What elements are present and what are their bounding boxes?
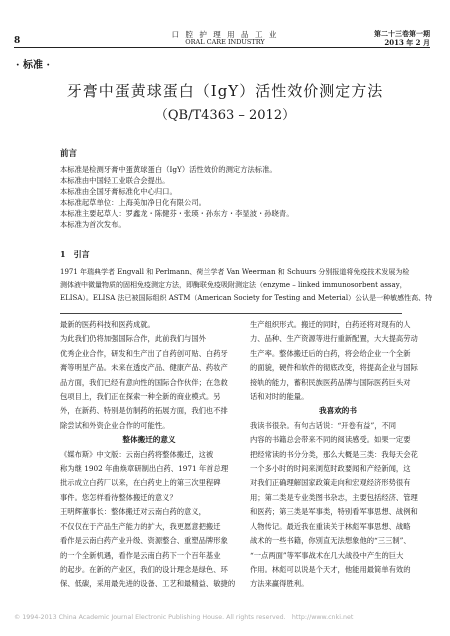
column-line: 内容的书籍总会带来不同的阅读感受。如果一定要 — [250, 435, 411, 445]
column-line: 对我们正确理解国家政策走向和宏观经济形势很有 — [250, 478, 411, 488]
column-line: 一个多小时的时间来浏览时政要闻和产经新闻，这 — [250, 464, 411, 474]
column-line: 除尝试和外资企业合作的可能性。 — [60, 420, 170, 430]
foreword-heading: 前言 — [60, 149, 78, 159]
foreword-line: 本标准由中国轻工业联合会提出。 — [60, 176, 170, 185]
section-divider — [60, 313, 402, 314]
foreword-line: 本标准起草单位：上海美加净日化有限公司。 — [60, 198, 206, 207]
article-subtitle: （QB/T4363 – 2012） — [154, 108, 296, 123]
column-line: 用；第二类是专业类图书杂志，主要包括经济、管理 — [250, 492, 418, 502]
column-line: 方法来赢得胜利。 — [250, 579, 309, 589]
intro-body — [60, 266, 433, 305]
column-line: 优秀企业合作，研发和生产出了自药创可贴、白药牙 — [60, 348, 228, 358]
column-line: 人物传记。最近我在重读关于林彪军事思想、战略 — [250, 521, 411, 531]
column-line: 把经常读的书分分类，那么大概是三类：我每天会花 — [250, 449, 418, 459]
column-line: 外，在新药、特别是仿制药的拓展方面，我们也不排 — [60, 406, 228, 416]
column-line: “一点两面”等军事战术在几大战役中产生的巨大 — [250, 550, 404, 560]
column-line: 《媒布斯》中文版：云南白药将整体搬迁，这被 — [60, 449, 214, 459]
column-line: 为此我们仍将加强国际合作，此前我们与国外 — [60, 334, 206, 344]
intro-line: 测体液中微量物质的固相免疫测定方法，即酶联免疫吸附测定法（enzyme – linked immunosorbent assay， — [60, 281, 407, 289]
column-line: 王明辉董事长：整体搬迁对云南白药的意义， — [60, 507, 206, 517]
column-line: 生产率。整体搬迁后的白药，将会给企业一个全新 — [250, 348, 411, 358]
column-line: 战术的一些书籍，你別直无法想象他的“三三制”、 — [250, 536, 411, 546]
column-line: 的面貌，硬件和软件的彻底改变，将提高企业与国际 — [250, 363, 418, 373]
column-subheading: 整体搬迁的意义 — [122, 435, 176, 445]
intro-line: ELISA）。ELISA 法已被国际组织 ASTM（American Society for Testing and Meterial）公认是一种敏感性高、特 — [60, 294, 433, 302]
foreword-line: 本标准由全国牙膏标准化中心归口。 — [60, 187, 177, 196]
column-line: 力、品种、生产资源等进行重新配置，大大提高劳动 — [250, 334, 418, 344]
header-rule — [14, 47, 430, 48]
column-line: 最新的医药科技和医药成就。 — [60, 320, 155, 329]
section-label: · 标准 · — [16, 60, 50, 71]
column-line: 话和对时的能量。 — [250, 392, 309, 402]
column-line: 的起步。在新的产业区，我们的设计理念是绿色、环 — [60, 564, 228, 574]
foreword-line: 本标准是检测牙膏中蛋黄球蛋白（IgY）活性效价的测定方法标准。 — [60, 165, 277, 174]
column-line: 包项目上，我们正在探索一种全新的商业模式。另 — [60, 392, 221, 402]
volume-issue: 第二十三卷第一期 — [374, 29, 430, 38]
left-column — [60, 318, 238, 592]
intro-line: 1971 年瑞典学者 Engvall 和 Perlmann、荷兰学者 Van Weerman 和 Schuurs 分别报道将免疫技术发展为检 — [60, 268, 410, 276]
right-column — [250, 318, 426, 592]
column-line: 膏等明星产品。未来在透皮产品、健康产品、药妆产 — [60, 363, 228, 373]
column-line: 我读书很杂。有句古话说：“开卷有益”，不同 — [250, 420, 397, 430]
column-subheading: 我喜欢的书 — [319, 406, 357, 416]
issue-date: 2013 年 2 月 — [384, 38, 430, 47]
column-line: 品方面，我们已经有意向性的国际合作伙伴；在急救 — [60, 377, 228, 387]
column-line: 称为继 1902 年曲焕章研制出白药、1971 年首总理 — [60, 464, 229, 474]
journal-title-cn: 口 腔 护 理 用 品 工 业 — [171, 30, 279, 39]
article-title: 牙膏中蛋黄球蛋白（IgY）活性效价测定方法 — [66, 82, 384, 100]
foreword-body — [60, 164, 294, 230]
intro-heading: 1 引言 — [60, 249, 90, 259]
journal-title-en: ORAL CARE INDUSTRY — [185, 38, 265, 46]
column-line: 批示成立白药厂以来，在白药史上的第三次里程碑 — [60, 478, 221, 488]
column-line: 不仅仅在于产品生产能力的扩大，我更愿意把搬迁 — [60, 521, 221, 531]
column-line: 接轨的能力，蓄积民族医药品牌与国际医药巨头对 — [250, 377, 411, 387]
page-number: 8 — [14, 36, 21, 46]
column-line: 生产组织形式。搬迁的同时，白药还将对现有的人 — [250, 320, 411, 329]
column-line: 事件。您怎样看待整体搬迁的意义？ — [60, 492, 177, 502]
column-line: 看作是云南白药产业升级、资源整合、重塑品牌形象 — [60, 536, 228, 546]
page-header — [0, 0, 450, 46]
foreword-line: 本标准主要起草人：罗鑫龙・陈健芬・张瑛・孙东方・李显波・孙晓青。 — [60, 209, 294, 218]
column-line: 和医药；第三类是军事类，特别看军事思想、战例和 — [250, 507, 418, 517]
copyright-footer: © 1994-2013 China Academic Journal Electronic Publishing House. All rights reserved. http://www.cnki.net — [14, 614, 354, 621]
foreword-line: 本标准为首次发布。 — [60, 220, 126, 229]
column-line: 保、低碳，采用最先进的设备、工艺和最精益、敏捷的 — [60, 579, 236, 589]
column-line: 作用。林彪可以说是个天才，他能用最简单有效的 — [250, 564, 411, 574]
column-line: 的一个全新机遇，看作是云南白药下一个百年基业 — [60, 550, 221, 560]
